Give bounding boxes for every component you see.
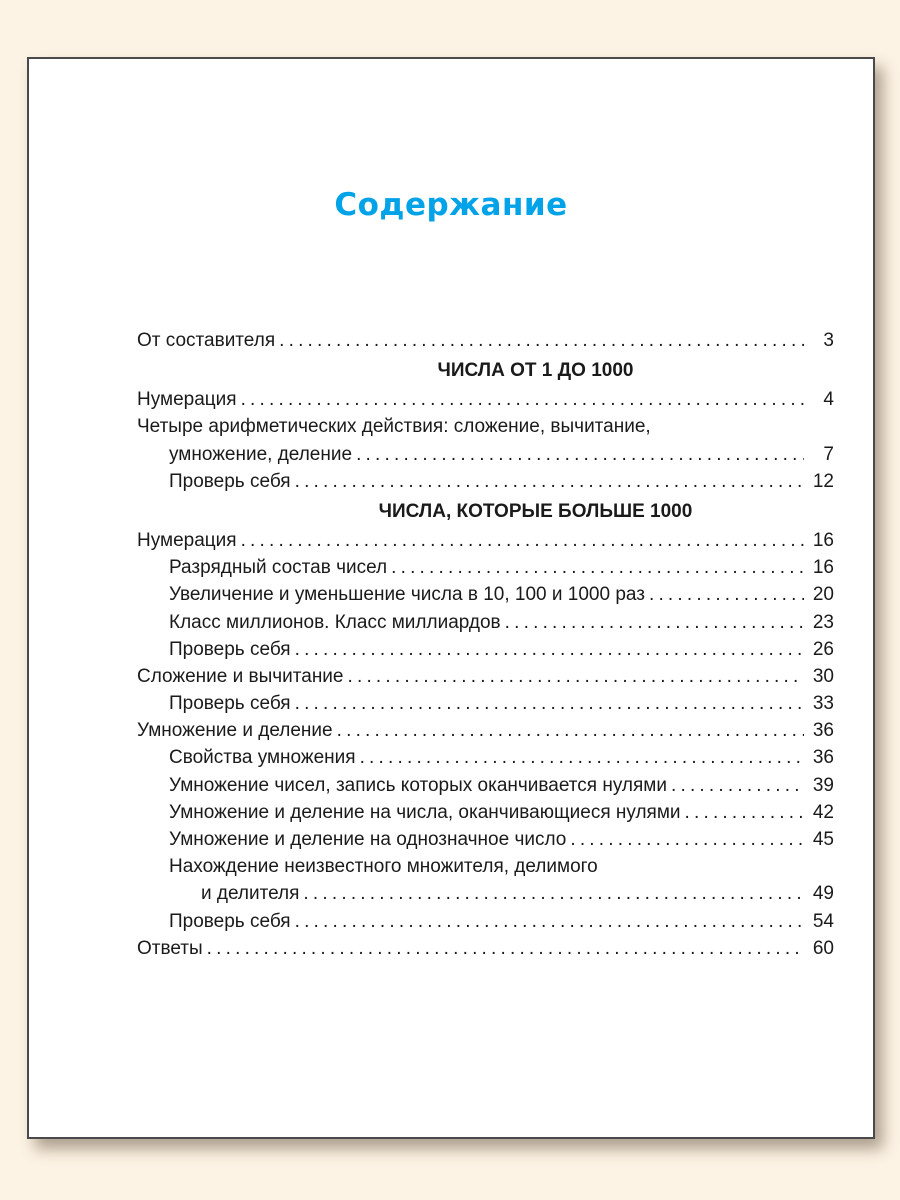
toc-entry-label: Нумерация [137,389,237,411]
toc-page-number: 20 [812,584,834,606]
toc-entry [137,386,834,413]
toc-dot-leader [241,527,804,554]
toc-dot-leader [337,717,804,744]
toc-entry-label: От составителя [137,330,276,351]
toc-entry-label: Сложение и вычитание [137,665,344,687]
toc-dot-leader [391,554,804,581]
toc-dot-leader [570,826,804,853]
page-title: Содержание [334,187,568,223]
toc-entry [137,581,834,608]
toc-dot-leader [279,327,804,354]
toc-dot-leader [295,468,804,495]
toc-entry-label: Увеличение и уменьшение числа в 10, 100 и 1000 раз [169,584,645,606]
toc-entry-label: Проверь себя [169,470,291,492]
toc-entry [137,554,834,581]
toc-page-number: 49 [812,883,834,905]
table-of-contents [137,327,834,962]
toc-entry [137,772,834,799]
toc-entry [137,527,834,554]
toc-entry [137,441,834,468]
toc-page-number: 3 [823,330,834,351]
toc-entry [137,663,834,690]
toc-entry-label: Умножение и деление [137,720,333,742]
toc-entry-line [137,413,834,440]
toc-entry-label: Класс миллионов. Класс миллиардов [169,611,501,633]
toc-entry-label: Проверь себя [169,693,291,715]
toc-entry [137,880,834,907]
toc-page-number: 16 [812,529,834,551]
toc-page-number: 4 [823,389,834,411]
document-page [27,57,875,1139]
toc-page-number: 30 [812,665,834,687]
toc-page-number: 39 [812,774,834,796]
toc-page-number: 16 [812,557,834,579]
toc-dot-leader [348,663,805,690]
toc-entry-label: Свойства умножения [169,747,356,769]
toc-dot-leader [360,744,804,771]
toc-page-number: 7 [823,443,834,465]
toc-entry [137,468,834,495]
toc-entry-label: Проверь себя [169,638,291,660]
toc-page-number: 26 [812,638,834,660]
toc-entry [137,609,834,636]
toc-page-number: 45 [812,829,834,850]
toc-page-number: 54 [812,910,834,932]
toc-entry [137,327,834,354]
toc-entry-label: Проверь себя [169,910,291,932]
toc-section-heading: ЧИСЛА, КОТОРЫЕ БОЛЬШЕ 1000 [378,500,693,522]
toc-dot-leader [295,636,804,663]
toc-dot-leader [685,799,804,826]
toc-page-number: 36 [812,747,834,769]
toc-page-number: 42 [812,801,834,823]
toc-entry [137,636,834,663]
toc-entry [137,826,834,853]
toc-entry [137,908,834,935]
toc-page-number: 36 [812,720,834,742]
toc-dot-leader [671,772,804,799]
toc-entry-label: Разрядный состав чисел [169,557,388,579]
toc-entry-label: Умножение чисел, запись которых оканчивается нулями [169,774,667,796]
toc-dot-leader [241,386,804,413]
toc-entry-line [137,853,834,880]
toc-page-number: 12 [812,470,834,492]
toc-entry-label: Нумерация [137,529,237,551]
toc-dot-leader [649,581,804,608]
toc-entry-label: Ответы [137,937,203,959]
toc-entry-label: Умножение и деление на числа, оканчивающиеся нулями [169,801,681,823]
toc-page-number: 60 [812,937,834,959]
toc-entry [137,935,834,962]
toc-dot-leader [295,690,804,717]
toc-section-heading: ЧИСЛА ОТ 1 ДО 1000 [437,360,634,382]
toc-dot-leader [303,880,804,907]
toc-entry-label: умножение, деление [169,443,353,465]
toc-dot-leader [356,441,804,468]
toc-entry-label: Нахождение неизвестного множителя, делимого [169,856,598,878]
toc-dot-leader [207,935,804,962]
toc-dot-leader [505,609,804,636]
toc-entry [137,799,834,826]
toc-entry-label: Четыре арифметических действия: сложение, вычитание, [137,416,651,438]
toc-entry [137,744,834,771]
toc-entry [137,690,834,717]
toc-entry-label: Умножение и деление на однозначное число [169,829,567,850]
toc-entry [137,717,834,744]
toc-page-number: 23 [812,611,834,633]
toc-entry-label: и делителя [201,883,300,905]
toc-page-number: 33 [812,693,834,715]
toc-dot-leader [295,908,804,935]
